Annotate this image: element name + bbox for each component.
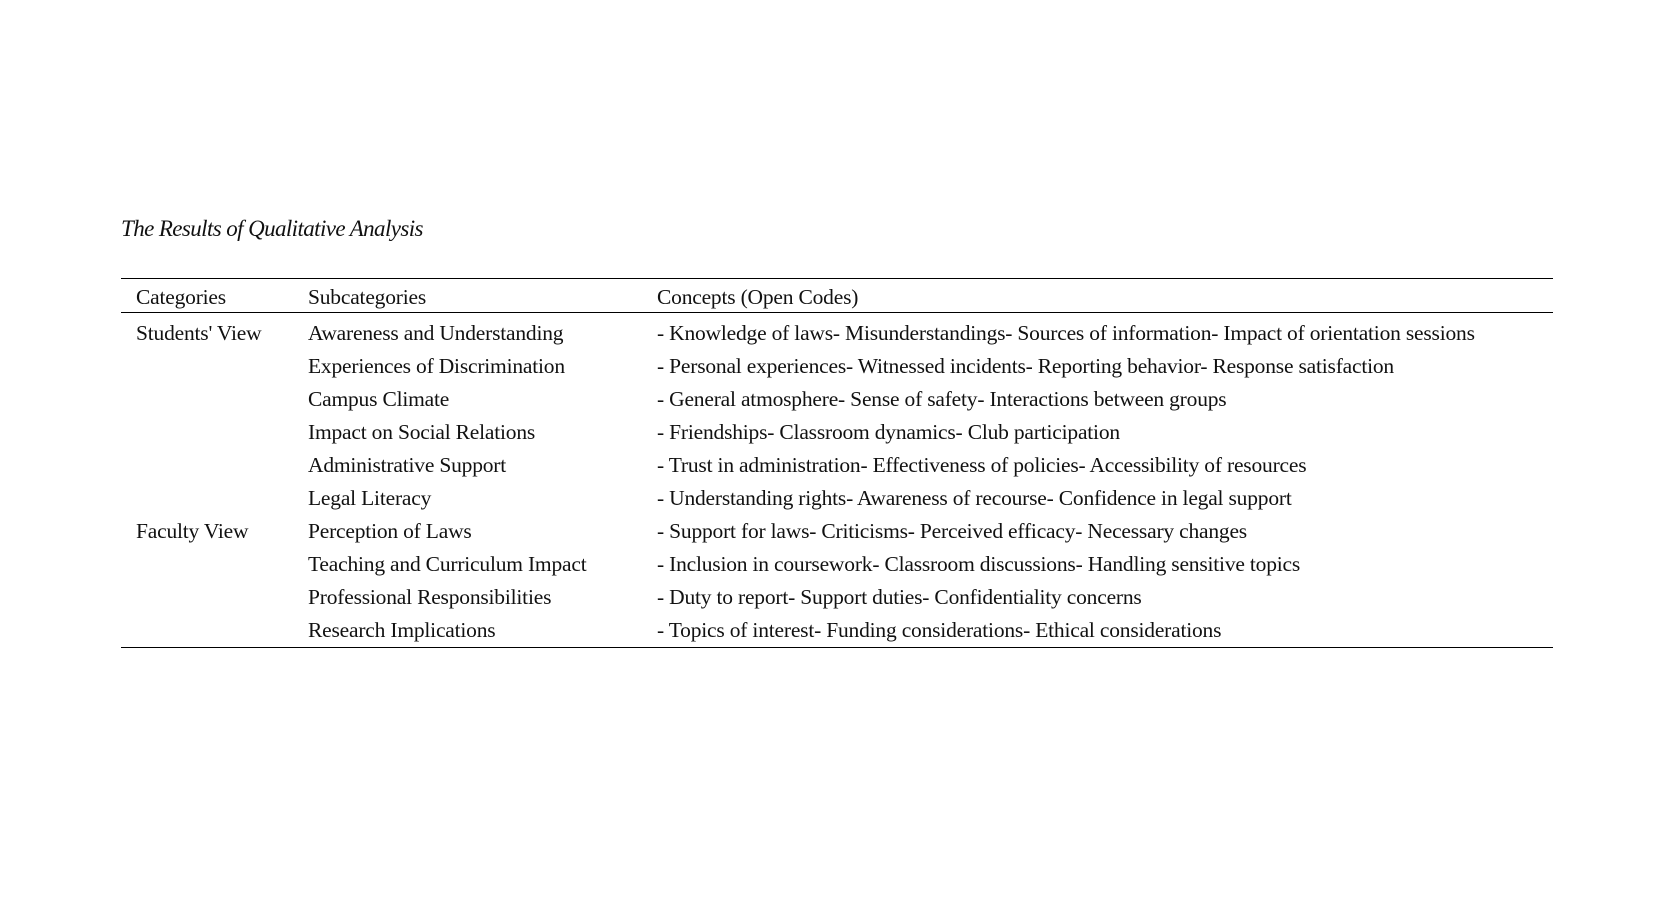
table-row [121,350,1553,383]
subcategory-cell: Experiences of Discrimination [308,354,565,378]
table-row [121,548,1553,581]
table-row [121,614,1553,647]
header-categories: Categories [136,285,226,309]
subcategory-cell: Perception of Laws [308,519,472,543]
category-cell [121,383,294,416]
table-caption: The Results of Qualitative Analysis [121,216,423,241]
subcategory-cell: Legal Literacy [308,486,432,510]
category-cell [121,548,294,581]
concepts-cell: - Support for laws- Criticisms- Perceived efficacy- Necessary changes [657,519,1247,543]
concepts-cell: - Topics of interest- Funding considerations- Ethical considerations [657,618,1222,642]
category-cell [121,416,294,449]
header-concepts: Concepts (Open Codes) [657,285,859,309]
concepts-cell: - Friendships- Classroom dynamics- Club participation [657,420,1120,444]
header-subcategories: Subcategories [308,285,427,309]
category-cell [121,350,294,383]
category-cell: Students' View [136,321,262,345]
concepts-cell: - Understanding rights- Awareness of recourse- Confidence in legal support [657,486,1292,510]
table-row [121,581,1553,614]
concepts-cell: - Duty to report- Support duties- Confidentiality concerns [657,585,1142,609]
table-header [121,279,1553,313]
category-cell [121,482,294,515]
category-cell [121,581,294,614]
concepts-cell: - Inclusion in coursework- Classroom discussions- Handling sensitive topics [657,552,1301,576]
concepts-cell: - Trust in administration- Effectiveness of policies- Accessibility of resources [657,453,1307,477]
concepts-cell: - Knowledge of laws- Misunderstandings- Sources of information- Impact of orientation sessions [657,321,1475,345]
table-row [121,416,1553,449]
subcategory-cell: Administrative Support [308,453,507,477]
category-cell [121,449,294,482]
subcategory-cell: Impact on Social Relations [308,420,536,444]
header-row [121,279,1553,313]
category-cell [121,614,294,647]
concepts-cell: - General atmosphere- Sense of safety- Interactions between groups [657,387,1227,411]
subcategory-cell: Professional Responsibilities [308,585,552,609]
table-body [121,313,1553,648]
subcategory-cell: Research Implications [308,618,496,642]
subcategory-cell: Teaching and Curriculum Impact [308,552,587,576]
table-row [121,515,1553,548]
concepts-cell: - Personal experiences- Witnessed incidents- Reporting behavior- Response satisfaction [657,354,1394,378]
table-row [121,482,1553,515]
table-row [121,383,1553,416]
results-table-container [121,278,1553,648]
subcategory-cell: Campus Climate [308,387,450,411]
subcategory-cell: Awareness and Understanding [308,321,564,345]
results-table [121,279,1553,647]
table-row [121,313,1553,351]
category-cell: Faculty View [136,519,249,543]
table-row [121,449,1553,482]
